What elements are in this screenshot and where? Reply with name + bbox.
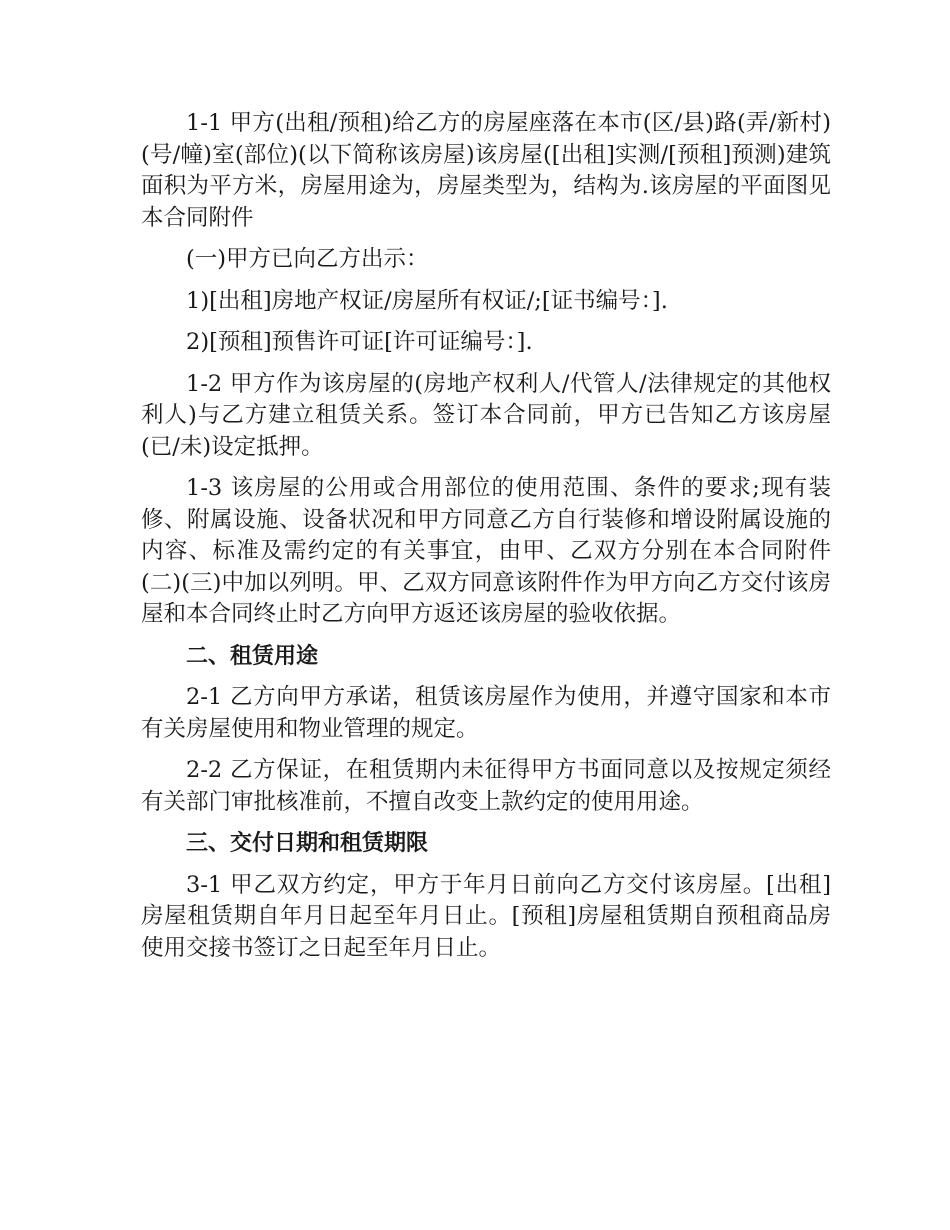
clause-2-1: 2-1 乙方向甲方承诺，租赁该房屋作为使用，并遵守国家和本市有关房屋使用和物业管理的规定。: [141, 684, 831, 742]
clause-2-2: 2-2 乙方保证，在租赁期内未征得甲方书面同意以及按规定须经有关部门审批核准前，不擅自改变上款约定的使用用途。: [141, 757, 831, 815]
document-body: [141, 108, 831, 974]
section-heading-delivery-and-term: 三、交付日期和租赁期限: [186, 831, 429, 856]
clause-1-1-item-2: 2)[预租]预售许可证[许可证编号：].: [186, 329, 533, 355]
clause-3-1: 3-1 甲乙双方约定，甲方于年月日前向乙方交付该房屋。[出租]房屋租赁期自年月日起至年月日止。[预租]房屋租赁期自预租商品房使用交接书签订之日起至年月日止。: [141, 871, 831, 961]
clause-1-1: 1-1 甲方(出租/预租)给乙方的房屋座落在本市(区/县)路(弄/新村)(号/幢)室(部位)(以下简称该房屋)该房屋([出租]实测/[预租]预测)建筑面积为平方米，房屋用途为，房屋类型为，结构为.该房屋的平面图见本合同附件: [141, 110, 831, 231]
clause-1-1-item-intro: (一)甲方已向乙方出示：: [186, 246, 429, 272]
clause-1-2: 1-2 甲方作为该房屋的(房地产权利人/代管人/法律规定的其他权利人)与乙方建立租赁关系。签订本合同前，甲方已告知乙方该房屋(已/未)设定抵押。: [141, 370, 831, 460]
clause-1-3: 1-3 该房屋的公用或合用部位的使用范围、条件的要求;现有装修、附属设施、设备状况和甲方同意乙方自行装修和增设附属设施的内容、标准及需约定的有关事宜，由甲、乙双方分别在本合同附件(二)(三)中加以列明。甲、乙双方同意该附件作为甲方向乙方交付该房屋和本合同终止时乙方向甲方返还该房屋的验收依据。: [141, 475, 831, 627]
section-heading-lease-purpose: 二、租赁用途: [186, 643, 319, 669]
clause-1-1-item-1: 1)[出租]房地产权证/房屋所有权证/;[证书编号：].: [186, 287, 668, 314]
